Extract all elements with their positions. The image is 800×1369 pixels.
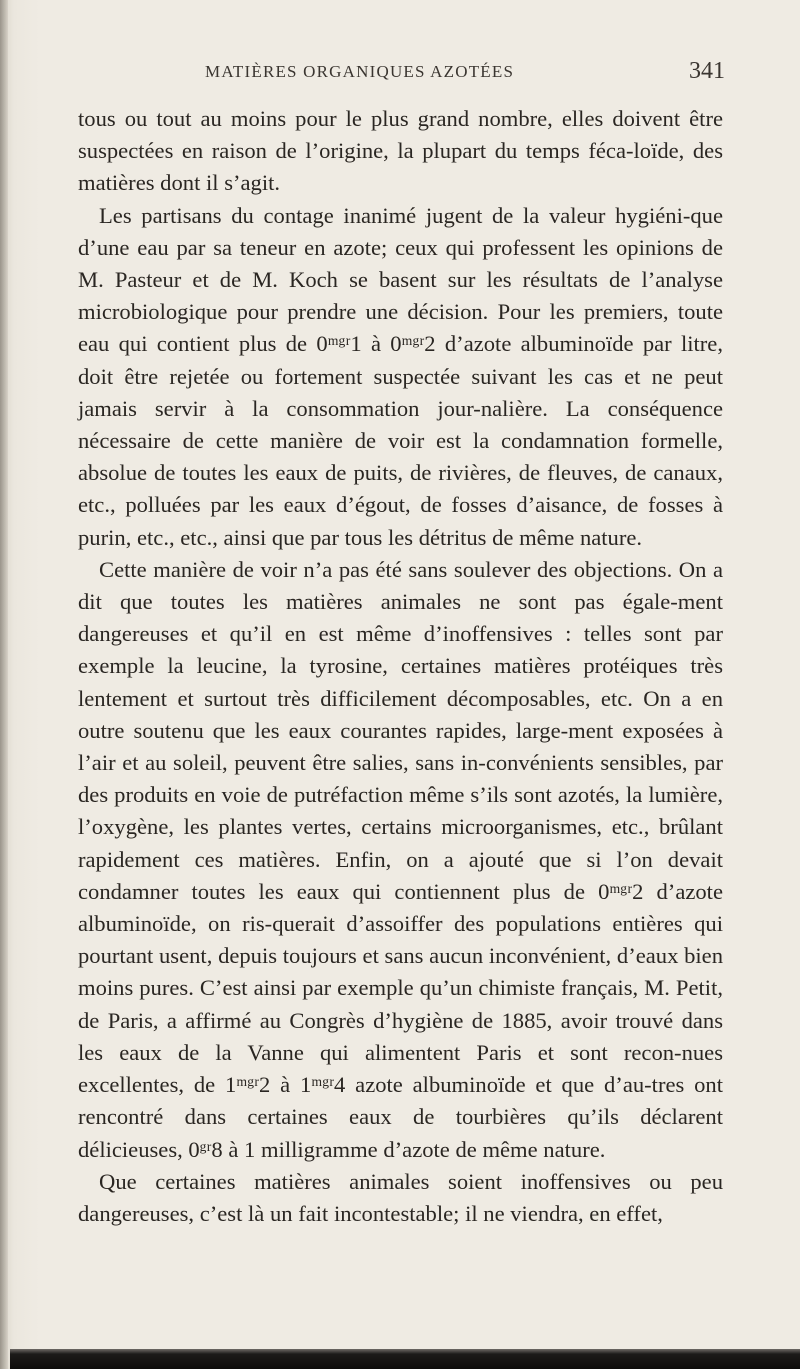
paragraph-1: tous ou tout au moins pour le plus grand nombre, elles doivent être suspectées en raison de l’origine, la plupart du temps féca-loïde, des matières dont il s’agit. (78, 106, 723, 196)
running-head (205, 58, 725, 84)
running-title: MATIÈRES ORGANIQUES AZOTÉES (205, 62, 515, 81)
page-number: 341 (689, 58, 725, 84)
paragraph-3: Cette manière de voir n’a pas été sans soulever des objections. On a dit que toutes les matières animales ne sont pas égale-ment dangereuses et qu’il en est même d’inoffensives : telles sont par exemple la leucine, la tyrosine, certaines matières protéiques très lentement et surtout très difficilement décomposables, etc. On a en outre soutenu que les eaux courantes rapides, large-ment exposées à l’air et au soleil, peuvent être salies, sans in-convénients sensibles, par des produits en voie de putréfaction même s’ils sont azotés, la lumière, l’oxygène, les plantes vertes, certains microorganismes, etc., brûlant rapidement ces matières. Enfin, on a ajouté que si l’on devait condamner toutes les eaux qui contiennent plus de 0ᵐᵍʳ2 d’azote albuminoïde, on ris-querait d’assoiffer des populations entières qui pourtant usent, depuis toujours et sans aucun inconvénient, d’eaux bien moins pures. C’est ainsi par exemple qu’un chimiste français, M. Petit, de Paris, a affirmé au Congrès d’hygiène de 1885, avoir trouvé dans les eaux de la Vanne qui alimentent Paris et sont recon-nues excellentes, de 1ᵐᵍʳ2 à 1ᵐᵍʳ4 azote albuminoïde et que d’au-tres ont rencontré dans certaines eaux de tourbières qu’ils déclarent délicieuses, 0ᵍʳ8 à 1 milligramme d’azote de même nature. (78, 556, 723, 1162)
body-text (78, 103, 723, 1230)
page-spine-shadow (0, 0, 8, 1369)
bottom-page-edge (10, 1349, 800, 1369)
paragraph-2: Les partisans du contage inanimé jugent de la valeur hygiéni-que d’une eau par sa teneur en azote; ceux qui professent les opinions de M. Pasteur et de M. Koch se basent sur les résultats de l’analyse microbiologique pour prendre une décision. Pour les premiers, toute eau qui contient plus de 0ᵐᵍʳ1 à 0ᵐᵍʳ2 d’azote albuminoïde par litre, doit être rejetée ou fortement suspectée suivant les cas et ne peut jamais servir à la consommation jour-nalière. La conséquence nécessaire de cette manière de voir est la condamnation formelle, absolue de toutes les eaux de puits, de rivières, de fleuves, de canaux, etc., polluées par les eaux d’égout, de fosses d’aisance, de fosses à purin, etc., etc., ainsi que par tous les détritus de même nature. (78, 202, 723, 550)
paragraph-4: Que certaines matières animales soient inoffensives ou peu dangereuses, c’est là un fait incontestable; il ne viendra, en effet, (78, 1168, 723, 1226)
